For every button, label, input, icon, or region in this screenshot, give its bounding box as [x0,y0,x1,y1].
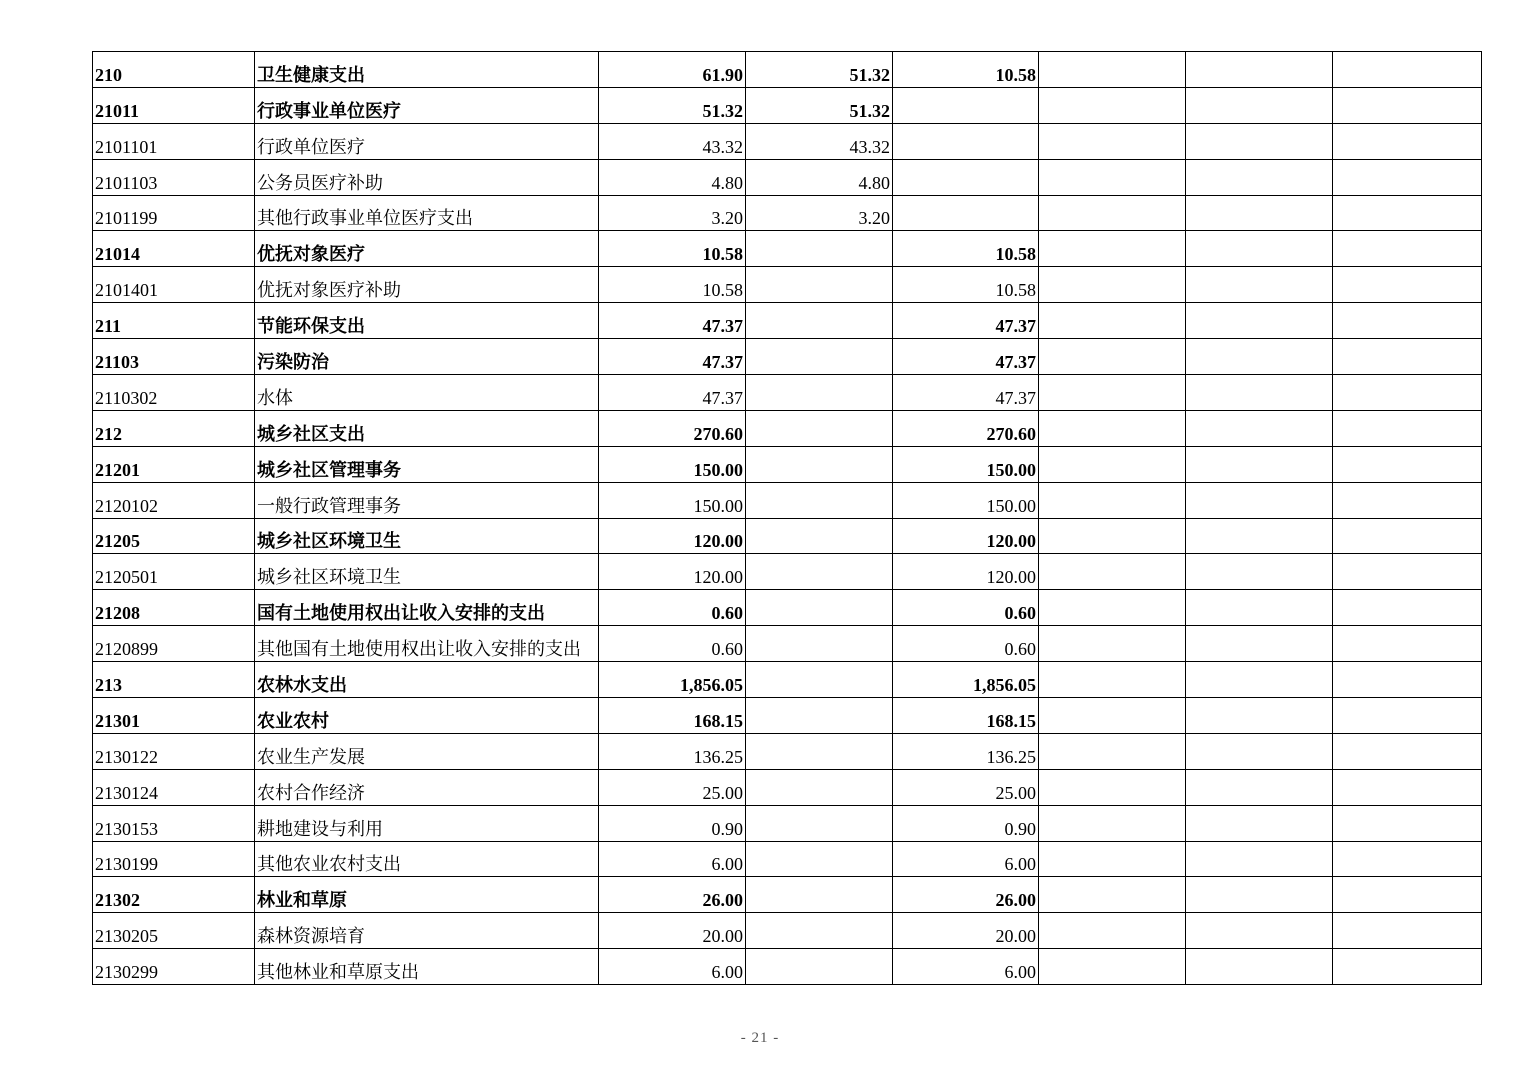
empty-cell [1333,913,1482,949]
total-amount-cell: 20.00 [599,913,746,949]
subject-code-cell: 2130153 [93,805,255,841]
empty-cell [1186,375,1333,411]
empty-cell [1333,662,1482,698]
subject-code-cell: 212 [93,410,255,446]
subject-name-cell: 农业生产发展 [255,733,599,769]
subject-code-cell: 21301 [93,698,255,734]
total-amount-cell: 6.00 [599,841,746,877]
empty-cell [1186,554,1333,590]
subject-name-cell: 城乡社区支出 [255,410,599,446]
basic-expenditure-cell [746,518,893,554]
empty-cell [1039,446,1186,482]
subject-code-cell: 2130124 [93,769,255,805]
basic-expenditure-cell [746,339,893,375]
subject-name-cell: 其他农业农村支出 [255,841,599,877]
empty-cell [1039,159,1186,195]
project-expenditure-cell: 26.00 [893,877,1039,913]
empty-cell [1333,554,1482,590]
empty-cell [1039,554,1186,590]
total-amount-cell: 47.37 [599,339,746,375]
empty-cell [1333,626,1482,662]
empty-cell [1333,482,1482,518]
subject-name-cell: 城乡社区管理事务 [255,446,599,482]
basic-expenditure-cell [746,375,893,411]
subject-name-cell: 林业和草原 [255,877,599,913]
empty-cell [1186,87,1333,123]
empty-cell [1186,267,1333,303]
subject-code-cell: 210 [93,52,255,88]
empty-cell [1186,913,1333,949]
subject-name-cell: 农村合作经济 [255,769,599,805]
empty-cell [1333,410,1482,446]
empty-cell [1333,769,1482,805]
subject-code-cell: 2101199 [93,195,255,231]
total-amount-cell: 25.00 [599,769,746,805]
total-amount-cell: 270.60 [599,410,746,446]
table-row [93,267,1482,303]
empty-cell [1039,52,1186,88]
subject-code-cell: 2101103 [93,159,255,195]
empty-cell [1186,733,1333,769]
subject-name-cell: 其他国有土地使用权出让收入安排的支出 [255,626,599,662]
empty-cell [1186,949,1333,985]
subject-code-cell: 2120899 [93,626,255,662]
empty-cell [1039,482,1186,518]
empty-cell [1333,267,1482,303]
total-amount-cell: 26.00 [599,877,746,913]
project-expenditure-cell: 47.37 [893,375,1039,411]
basic-expenditure-cell [746,769,893,805]
table-row [93,949,1482,985]
empty-cell [1039,87,1186,123]
empty-cell [1186,159,1333,195]
empty-cell [1039,949,1186,985]
empty-cell [1333,841,1482,877]
table-row [93,375,1482,411]
subject-name-cell: 行政单位医疗 [255,123,599,159]
empty-cell [1333,949,1482,985]
subject-name-cell: 农林水支出 [255,662,599,698]
table-row [93,733,1482,769]
empty-cell [1186,195,1333,231]
project-expenditure-cell [893,159,1039,195]
project-expenditure-cell: 6.00 [893,949,1039,985]
project-expenditure-cell: 120.00 [893,554,1039,590]
total-amount-cell: 1,856.05 [599,662,746,698]
empty-cell [1186,231,1333,267]
total-amount-cell: 150.00 [599,482,746,518]
subject-code-cell: 2130299 [93,949,255,985]
subject-code-cell: 21103 [93,339,255,375]
empty-cell [1039,913,1186,949]
empty-cell [1039,303,1186,339]
subject-code-cell: 21205 [93,518,255,554]
empty-cell [1039,123,1186,159]
basic-expenditure-cell [746,626,893,662]
subject-name-cell: 耕地建设与利用 [255,805,599,841]
total-amount-cell: 3.20 [599,195,746,231]
empty-cell [1186,590,1333,626]
subject-code-cell: 2130199 [93,841,255,877]
basic-expenditure-cell [746,841,893,877]
basic-expenditure-cell [746,877,893,913]
empty-cell [1333,805,1482,841]
project-expenditure-cell: 136.25 [893,733,1039,769]
table-row [93,339,1482,375]
empty-cell [1186,698,1333,734]
basic-expenditure-cell: 51.32 [746,87,893,123]
table-row [93,123,1482,159]
page-number: - 21 - [740,1030,780,1046]
empty-cell [1186,52,1333,88]
table-row [93,446,1482,482]
empty-cell [1333,698,1482,734]
empty-cell [1039,231,1186,267]
subject-code-cell: 21208 [93,590,255,626]
basic-expenditure-cell: 4.80 [746,159,893,195]
empty-cell [1186,410,1333,446]
basic-expenditure-cell: 43.32 [746,123,893,159]
subject-name-cell: 其他林业和草原支出 [255,949,599,985]
subject-name-cell: 优抚对象医疗补助 [255,267,599,303]
table-row [93,554,1482,590]
table-row [93,698,1482,734]
project-expenditure-cell: 150.00 [893,446,1039,482]
basic-expenditure-cell [746,949,893,985]
project-expenditure-cell: 47.37 [893,303,1039,339]
empty-cell [1039,769,1186,805]
subject-code-cell: 2120501 [93,554,255,590]
empty-cell [1039,339,1186,375]
project-expenditure-cell: 150.00 [893,482,1039,518]
empty-cell [1039,698,1186,734]
empty-cell [1039,841,1186,877]
total-amount-cell: 120.00 [599,518,746,554]
table-row [93,877,1482,913]
subject-code-cell: 2101101 [93,123,255,159]
subject-name-cell: 行政事业单位医疗 [255,87,599,123]
project-expenditure-cell: 10.58 [893,267,1039,303]
basic-expenditure-cell [746,482,893,518]
empty-cell [1333,231,1482,267]
empty-cell [1333,375,1482,411]
basic-expenditure-cell [746,267,893,303]
empty-cell [1333,590,1482,626]
project-expenditure-cell: 6.00 [893,841,1039,877]
total-amount-cell: 10.58 [599,231,746,267]
empty-cell [1039,805,1186,841]
basic-expenditure-cell [746,410,893,446]
subject-code-cell: 211 [93,303,255,339]
empty-cell [1186,339,1333,375]
empty-cell [1039,877,1186,913]
empty-cell [1039,590,1186,626]
project-expenditure-cell: 25.00 [893,769,1039,805]
subject-code-cell: 2101401 [93,267,255,303]
empty-cell [1333,123,1482,159]
project-expenditure-cell: 0.90 [893,805,1039,841]
table-row [93,159,1482,195]
table-row [93,769,1482,805]
empty-cell [1186,446,1333,482]
empty-cell [1186,805,1333,841]
empty-cell [1039,195,1186,231]
table-row [93,518,1482,554]
subject-name-cell: 公务员医疗补助 [255,159,599,195]
basic-expenditure-cell: 51.32 [746,52,893,88]
basic-expenditure-cell [746,554,893,590]
empty-cell [1333,339,1482,375]
empty-cell [1186,662,1333,698]
project-expenditure-cell: 270.60 [893,410,1039,446]
project-expenditure-cell: 0.60 [893,626,1039,662]
empty-cell [1333,87,1482,123]
table-row [93,913,1482,949]
total-amount-cell: 10.58 [599,267,746,303]
table-row [93,805,1482,841]
subject-code-cell: 21201 [93,446,255,482]
basic-expenditure-cell [746,698,893,734]
total-amount-cell: 43.32 [599,123,746,159]
table-row [93,410,1482,446]
subject-name-cell: 污染防治 [255,339,599,375]
subject-code-cell: 2130205 [93,913,255,949]
project-expenditure-cell: 10.58 [893,52,1039,88]
basic-expenditure-cell [746,303,893,339]
subject-name-cell: 一般行政管理事务 [255,482,599,518]
basic-expenditure-cell [746,805,893,841]
table-row [93,195,1482,231]
total-amount-cell: 47.37 [599,303,746,339]
subject-name-cell: 城乡社区环境卫生 [255,518,599,554]
project-expenditure-cell: 120.00 [893,518,1039,554]
project-expenditure-cell: 0.60 [893,590,1039,626]
subject-name-cell: 卫生健康支出 [255,52,599,88]
basic-expenditure-cell [746,662,893,698]
total-amount-cell: 0.60 [599,626,746,662]
subject-name-cell: 森林资源培育 [255,913,599,949]
table-row [93,87,1482,123]
total-amount-cell: 6.00 [599,949,746,985]
project-expenditure-cell: 1,856.05 [893,662,1039,698]
project-expenditure-cell: 20.00 [893,913,1039,949]
total-amount-cell: 51.32 [599,87,746,123]
subject-name-cell: 国有土地使用权出让收入安排的支出 [255,590,599,626]
table-row [93,626,1482,662]
empty-cell [1186,482,1333,518]
subject-name-cell: 水体 [255,375,599,411]
empty-cell [1333,446,1482,482]
basic-expenditure-cell [746,733,893,769]
basic-expenditure-cell: 3.20 [746,195,893,231]
total-amount-cell: 4.80 [599,159,746,195]
project-expenditure-cell [893,195,1039,231]
total-amount-cell: 47.37 [599,375,746,411]
empty-cell [1039,626,1186,662]
table-row [93,303,1482,339]
subject-code-cell: 21302 [93,877,255,913]
subject-name-cell: 节能环保支出 [255,303,599,339]
total-amount-cell: 0.60 [599,590,746,626]
table-row [93,590,1482,626]
subject-code-cell: 2120102 [93,482,255,518]
table-row [93,52,1482,88]
total-amount-cell: 136.25 [599,733,746,769]
empty-cell [1039,267,1186,303]
empty-cell [1333,52,1482,88]
total-amount-cell: 120.00 [599,554,746,590]
empty-cell [1039,662,1186,698]
project-expenditure-cell: 10.58 [893,231,1039,267]
empty-cell [1039,375,1186,411]
subject-name-cell: 城乡社区环境卫生 [255,554,599,590]
subject-code-cell: 2130122 [93,733,255,769]
subject-code-cell: 21011 [93,87,255,123]
project-expenditure-cell [893,123,1039,159]
subject-code-cell: 21014 [93,231,255,267]
subject-name-cell: 其他行政事业单位医疗支出 [255,195,599,231]
basic-expenditure-cell [746,446,893,482]
empty-cell [1333,303,1482,339]
empty-cell [1333,877,1482,913]
budget-table [92,51,1482,985]
subject-name-cell: 农业农村 [255,698,599,734]
empty-cell [1333,159,1482,195]
empty-cell [1186,303,1333,339]
table-row [93,841,1482,877]
empty-cell [1333,195,1482,231]
subject-code-cell: 213 [93,662,255,698]
project-expenditure-cell: 168.15 [893,698,1039,734]
empty-cell [1186,769,1333,805]
total-amount-cell: 168.15 [599,698,746,734]
empty-cell [1186,518,1333,554]
subject-name-cell: 优抚对象医疗 [255,231,599,267]
empty-cell [1039,410,1186,446]
subject-code-cell: 2110302 [93,375,255,411]
table-row [93,231,1482,267]
empty-cell [1186,626,1333,662]
empty-cell [1333,518,1482,554]
project-expenditure-cell: 47.37 [893,339,1039,375]
table-row [93,482,1482,518]
total-amount-cell: 150.00 [599,446,746,482]
empty-cell [1186,877,1333,913]
total-amount-cell: 0.90 [599,805,746,841]
empty-cell [1039,733,1186,769]
empty-cell [1039,518,1186,554]
basic-expenditure-cell [746,231,893,267]
table-body [93,52,1482,985]
basic-expenditure-cell [746,590,893,626]
total-amount-cell: 61.90 [599,52,746,88]
empty-cell [1333,733,1482,769]
table-row [93,662,1482,698]
empty-cell [1186,841,1333,877]
empty-cell [1186,123,1333,159]
project-expenditure-cell [893,87,1039,123]
basic-expenditure-cell [746,913,893,949]
